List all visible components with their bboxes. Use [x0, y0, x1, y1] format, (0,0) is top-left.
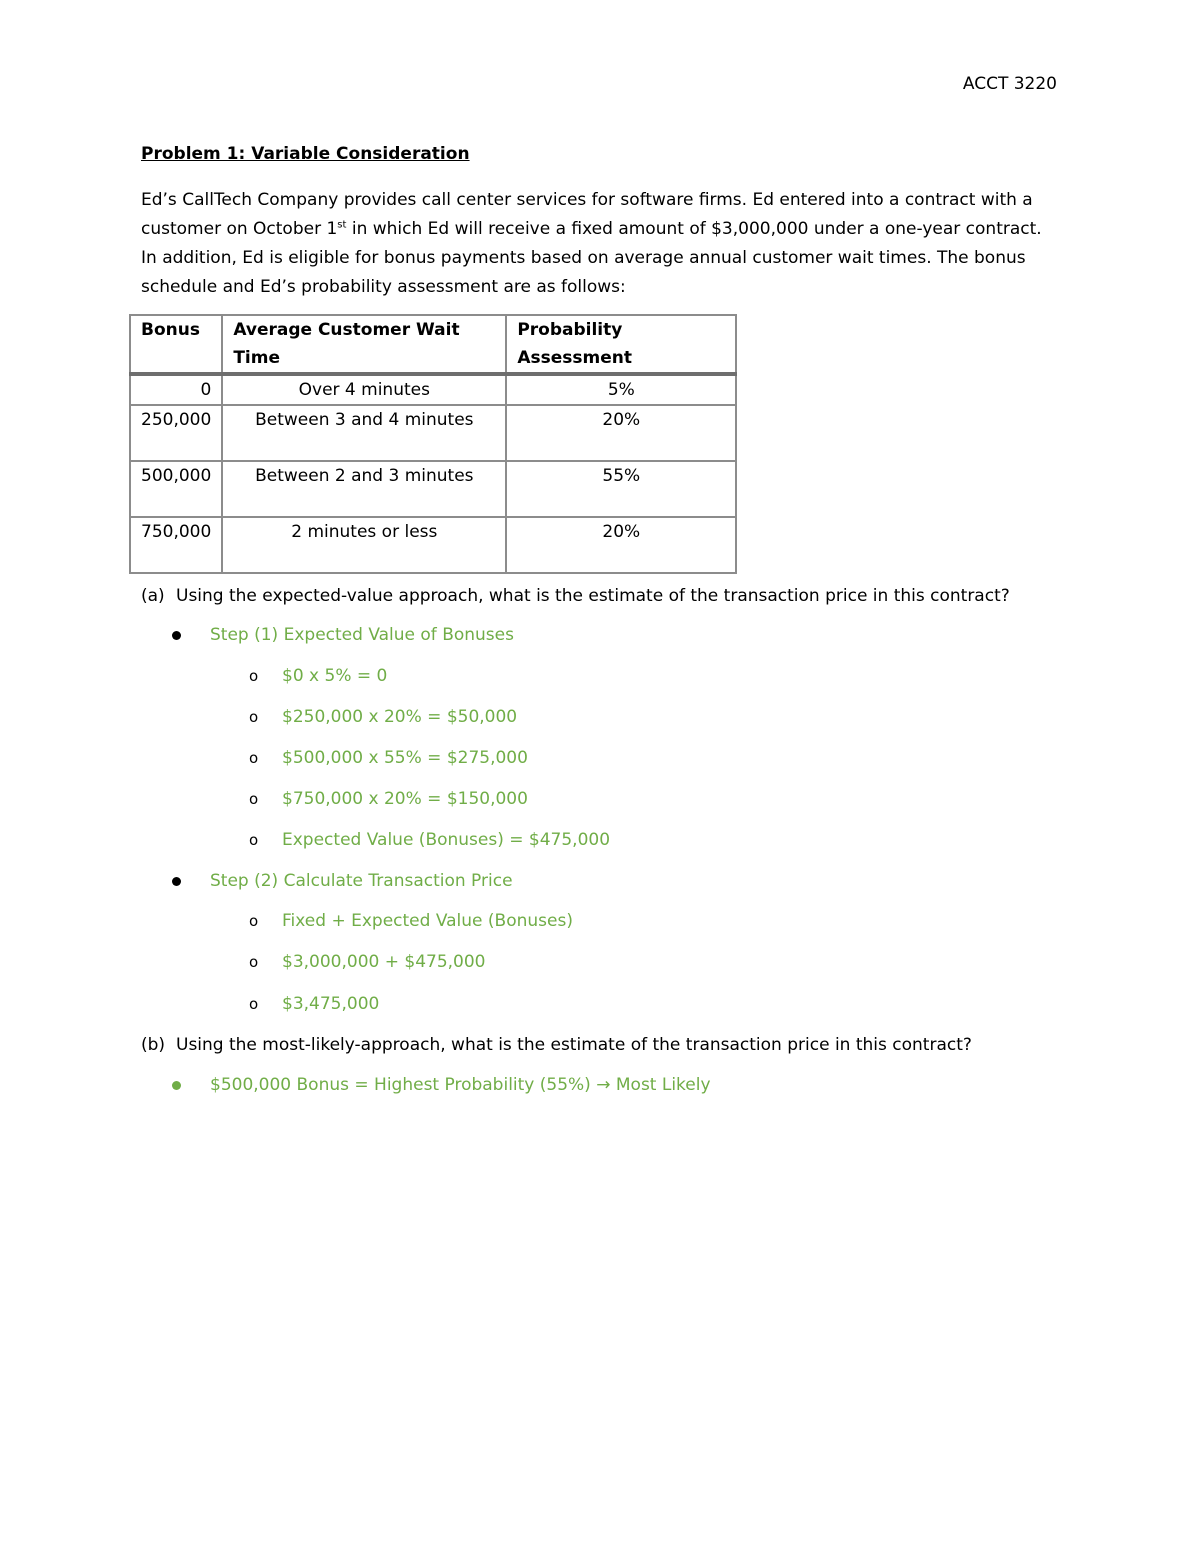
bonus-schedule-table [129, 314, 737, 574]
list-item [249, 952, 486, 972]
cell-bonus: 0 [130, 374, 222, 405]
header-probability: Probability Assessment [506, 315, 736, 374]
list-item [249, 830, 610, 850]
cell-wait-time: 2 minutes or less [222, 517, 506, 573]
table-row [130, 461, 736, 517]
list-item [249, 707, 517, 727]
cell-bonus: 250,000 [130, 405, 222, 461]
circle-bullet-icon: o [249, 708, 259, 726]
bullet-icon [172, 1081, 181, 1090]
cell-probability: 55% [506, 461, 736, 517]
step1-item: $750,000 x 20% = $150,000 [282, 789, 528, 809]
step2-item: $3,000,000 + $475,000 [282, 952, 486, 972]
circle-bullet-icon: o [249, 790, 259, 808]
cell-wait-time: Between 3 and 4 minutes [222, 405, 506, 461]
step2-item: Fixed + Expected Value (Bonuses) [282, 911, 573, 931]
circle-bullet-icon: o [249, 995, 259, 1013]
table-row [130, 374, 736, 405]
header-wait-time: Average Customer Wait Time [222, 315, 506, 374]
cell-probability: 5% [506, 374, 736, 405]
step1-item: $500,000 x 55% = $275,000 [282, 748, 528, 768]
question-a [141, 586, 1010, 606]
answer-b-part1: $500,000 Bonus = Highest Probability (55%) [210, 1075, 597, 1095]
step1-item: Expected Value (Bonuses) = $475,000 [282, 830, 611, 850]
table-header-row [130, 315, 736, 374]
intro-superscript: st [337, 219, 347, 231]
step2-bullet [172, 871, 513, 891]
circle-bullet-icon: o [249, 912, 259, 930]
course-header: ACCT 3220 [962, 74, 1057, 94]
circle-bullet-icon: o [249, 749, 259, 767]
question-b-label: (b) [141, 1035, 166, 1055]
answer-b-bullet [172, 1075, 711, 1095]
list-item [249, 666, 387, 686]
list-item [249, 994, 379, 1014]
cell-wait-time: Over 4 minutes [222, 374, 506, 405]
cell-bonus: 750,000 [130, 517, 222, 573]
table-row [130, 517, 736, 573]
cell-probability: 20% [506, 517, 736, 573]
question-b [141, 1035, 972, 1055]
step1-bullet [172, 625, 514, 645]
answer-b-text [210, 1075, 711, 1095]
list-item [249, 789, 528, 809]
cell-wait-time: Between 2 and 3 minutes [222, 461, 506, 517]
problem-intro [141, 186, 1061, 302]
step2-item: $3,475,000 [282, 994, 380, 1014]
problem-title: Problem 1: Variable Consideration [141, 144, 470, 164]
question-a-text: Using the expected-value approach, what is the estimate of the transaction price in this contract? [176, 586, 1010, 606]
step1-title: Step (1) Expected Value of Bonuses [210, 625, 514, 645]
cell-probability: 20% [506, 405, 736, 461]
bullet-icon [172, 631, 181, 640]
circle-bullet-icon: o [249, 953, 259, 971]
intro-text-part1: Ed’s CallTech Company provides call center services for software firms. Ed entered into a contract with a customer on October 1 [141, 190, 1033, 239]
question-b-text: Using the most-likely-approach, what is the estimate of the transaction price in this contract? [176, 1035, 972, 1055]
answer-b-part2: Most Likely [610, 1075, 711, 1095]
question-a-label: (a) [141, 586, 165, 606]
circle-bullet-icon: o [249, 667, 259, 685]
bullet-icon [172, 877, 181, 886]
list-item [249, 748, 528, 768]
cell-bonus: 500,000 [130, 461, 222, 517]
step1-item: $250,000 x 20% = $50,000 [282, 707, 518, 727]
table-row [130, 405, 736, 461]
header-bonus: Bonus [130, 315, 222, 374]
step1-item: $0 x 5% = 0 [282, 666, 388, 686]
arrow-right-icon: → [596, 1075, 611, 1095]
list-item [249, 911, 573, 931]
circle-bullet-icon: o [249, 831, 259, 849]
intro-text-part2: in which Ed will receive a fixed amount of $3,000,000 under a one-year contract. In addition, Ed is eligible for bonus payments based on average annual customer wait times. The bonus schedule and Ed’s probability assessment are as follows: [141, 219, 1042, 297]
step2-title: Step (2) Calculate Transaction Price [210, 871, 513, 891]
